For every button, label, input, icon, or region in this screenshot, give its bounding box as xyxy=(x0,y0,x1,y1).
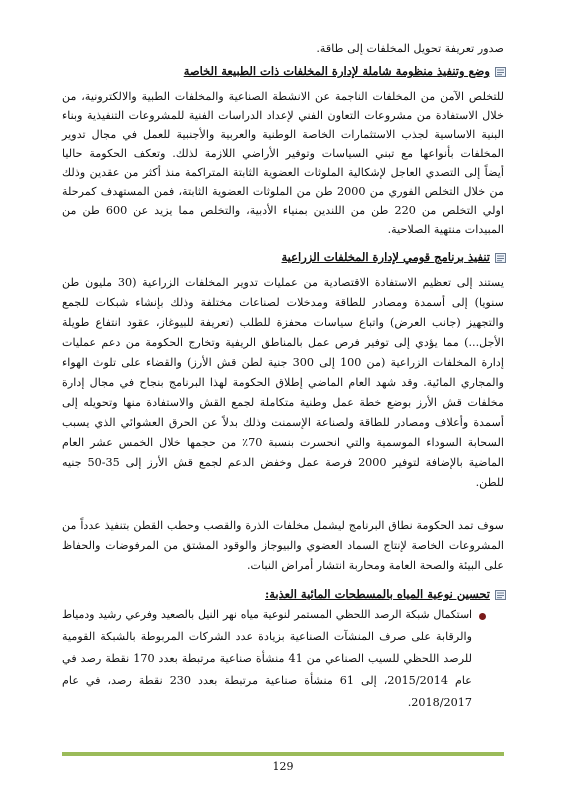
paragraph-line: الماضية بالإضافة لتوفير 2000 فرصة عمل وخفض الدعم لجمع قش الأرز إلى 35-50 جنيه xyxy=(62,456,504,469)
paragraph-line: أسمدة وأعلاف ومصادر للطاقة ولصناعة الإسمنت وذلك بدلاً عن الحرق العشوائي الذي يسبب xyxy=(62,416,504,429)
paragraph-line: والرقابة على صرف المنشآت الصناعية بزيادة عدد الشركات المربوطة بالشبكة القومية xyxy=(62,630,472,643)
page-number: 129 xyxy=(272,760,294,773)
paragraph-line: 2018/2017. xyxy=(407,696,472,709)
paragraph-line: البنية الاساسية لجذب الاستثمارات الخاصة الوطنية والعربية والأجنبية للعمل في مجال تدوير xyxy=(62,128,504,141)
paragraph-line: عام 2015/2014، إلى 61 منشأة صناعية مرتبطة بعدد 230 نقطة رصد، في عام xyxy=(62,674,472,687)
paragraph-line: السحابة السوداء الموسمية والتي انحسرت بنسبة 70٪ من حجمها خلال الخمس عشر العام xyxy=(62,436,505,449)
paragraph-line: إدارة المخلفات الزراعية (من 100 إلى 300 جنية لطن قش الأرز) والقضاء على تلوث الهواء xyxy=(62,356,504,369)
paragraph-line: سوف تمد الحكومة نطاق البرنامج ليشمل مخلفات الذرة والقصب وحطب القطن بتنفيذ عدداً من xyxy=(62,519,504,532)
paragraph-line: اولي التخلص من 220 طن من اللندين بمنياء الأدبية، والتخلص مما يزيد عن 600 طن من xyxy=(62,204,504,217)
paragraph-line: والتجهيز (جانب العرض) واتباع سياسات محفزة للطلب (تعريفة للبيوغاز، عقود انتفاع طويلة xyxy=(62,316,504,329)
paragraph-line: من خلال التخلص الفوري من 2000 طن من الملوثات العضوية الثابتة، فمن المستهدف كمرحلة xyxy=(62,185,504,198)
document-icon xyxy=(495,253,506,263)
paragraph-line: مخلفات قش الأرز بوضع خطة عمل وطنية متكاملة لجمع القش والاستفادة منها وتحويله إلى xyxy=(62,396,504,409)
section-heading-agricultural-waste: تنفيذ برنامج قومي لإدارة المخلفات الزراعية xyxy=(281,250,490,264)
paragraph-line: أيضاً إلى التصدي العاجل لإشكالية الملوثات العضوية الثابتة المتراكمة منذ أكثر من عقدين وذلك xyxy=(62,166,504,179)
paragraph-line: للتخلص الآمن من المخلفات الناجمة عن الانشطة الصناعية والمخلفات الطبية والالكترونية، من xyxy=(62,90,504,103)
paragraph-line: المبيدات منتهية الصلاحية. xyxy=(387,223,504,236)
paragraph-line: سنويا) إلى أسمدة ومصادر للطاقة ومدخلات لصناعات مختلفة وذلك بإنشاء شبكات للجمع xyxy=(62,296,504,309)
paragraph-line: للرصد اللحظي للسيب الصناعي من 41 منشأة صناعية مرتبطة بعدد 170 نقطة رصد في xyxy=(62,652,472,665)
paragraph-line: يستند إلى تعظيم الاستفادة الاقتصادية من عمليات تدوير المخلفات الزراعية (30 مليون طن xyxy=(62,276,505,289)
paragraph-line: المخلفات بأنواعها مع تبني السياسات وتوفير الأراضي اللازمة لذلك. وتعكف الحكومة حاليا xyxy=(62,147,504,160)
paragraph-line: استكمال شبكة الرصد اللحظي المستمر لنوعية مياه نهر النيل بالصعيد وفرعي رشيد ودمياط xyxy=(62,608,472,621)
intro-line: صدور تعريفة تحويل المخلفات إلى طاقة. xyxy=(316,42,504,55)
section-heading-special-waste: وضع وتنفيذ منظومة شاملة لإدارة المخلفات ذات الطبيعة الخاصة xyxy=(183,64,490,78)
paragraph-line: المشروعات الخاصة لإنتاج السماد العضوي والبيوجاز والوقود المشتق من المرفوضات والحفاظ xyxy=(62,539,504,552)
paragraph-line: الأجل...) مما يؤدي إلى توفير فرص عمل بالمناطق الريفية وتخارج الحكومة من دعم عمليات xyxy=(62,336,504,349)
bullet-dot xyxy=(479,613,486,620)
document-icon xyxy=(495,67,506,77)
section-heading-freshwater-quality: تحسين نوعية المياه بالمسطحات المائية العذبة: xyxy=(265,587,490,601)
paragraph-line: للطن. xyxy=(475,476,504,489)
paragraph-line: والمجاري المائية. وقد شهد العام الماضي إطلاق الحكومة لهذا البرنامج بنجاح في مجال إدارة xyxy=(62,376,504,389)
document-icon xyxy=(495,590,506,600)
paragraph-line: على البيئة والصحة العامة ومحاربة انتشار أمراض النبات. xyxy=(247,559,504,572)
footer-rule xyxy=(62,752,504,756)
paragraph-line: خلال الاستفادة من مشروعات التعاون الفني لإعداد الدراسات الفنية للمشروعات التنفيذية وبناء xyxy=(62,109,504,122)
